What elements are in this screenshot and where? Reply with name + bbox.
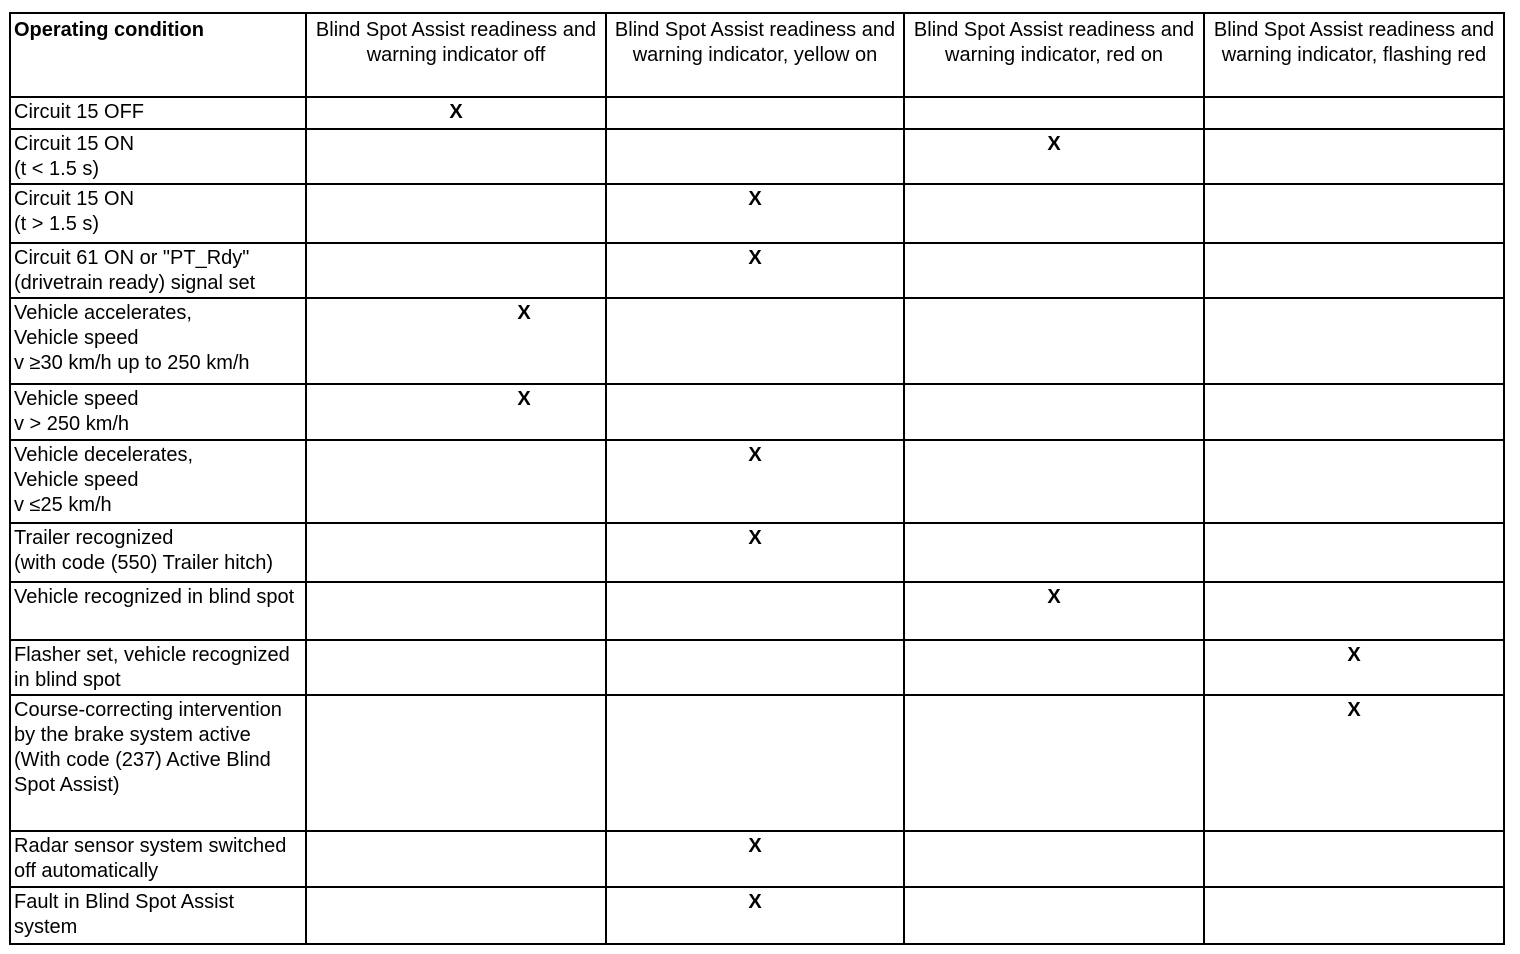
mark-cell-off xyxy=(306,695,606,831)
table-row xyxy=(10,384,1504,440)
table-row xyxy=(10,97,1504,129)
header-indicator-red-on: Blind Spot Assist readiness and warning indicator, red on xyxy=(904,13,1204,97)
operating-condition-table xyxy=(9,12,1505,945)
mark-cell-red xyxy=(904,640,1204,695)
mark-cell-flashing xyxy=(1204,640,1504,695)
table-row xyxy=(10,440,1504,523)
mark-cell-red xyxy=(904,523,1204,582)
check-mark: X xyxy=(517,388,531,410)
check-mark: X xyxy=(517,302,531,324)
mark-cell-red xyxy=(904,184,1204,243)
mark-cell-red xyxy=(904,384,1204,440)
condition-cell: Circuit 61 ON or "PT_Rdy" (drivetrain ready) signal set xyxy=(10,243,306,298)
table-row xyxy=(10,129,1504,184)
mark-cell-off xyxy=(306,523,606,582)
condition-cell: Circuit 15 OFF xyxy=(10,97,306,129)
mark-cell-yellow xyxy=(606,695,904,831)
condition-cell: Radar sensor system switched off automatically xyxy=(10,831,306,887)
mark-cell-off xyxy=(306,97,606,129)
mark-cell-off xyxy=(306,440,606,523)
condition-cell: Flasher set, vehicle recognized in blind spot xyxy=(10,640,306,695)
mark-cell-flashing xyxy=(1204,440,1504,523)
mark-cell-flashing xyxy=(1204,887,1504,944)
condition-cell: Vehicle speed v > 250 km/h xyxy=(10,384,306,440)
mark-cell-yellow xyxy=(606,582,904,640)
mark-cell-off xyxy=(306,298,606,384)
header-indicator-flashing-red: Blind Spot Assist readiness and warning indicator, flashing red xyxy=(1204,13,1504,97)
mark-cell-yellow xyxy=(606,298,904,384)
mark-cell-flashing xyxy=(1204,384,1504,440)
condition-cell: Circuit 15 ON (t > 1.5 s) xyxy=(10,184,306,243)
mark-cell-yellow xyxy=(606,243,904,298)
mark-cell-off xyxy=(306,243,606,298)
condition-cell: Circuit 15 ON (t < 1.5 s) xyxy=(10,129,306,184)
mark-cell-red xyxy=(904,831,1204,887)
check-mark: X xyxy=(748,247,762,269)
table-row xyxy=(10,523,1504,582)
table-row xyxy=(10,695,1504,831)
table-row xyxy=(10,184,1504,243)
mark-cell-flashing xyxy=(1204,97,1504,129)
condition-cell: Vehicle accelerates, Vehicle speed v ≥30 km/h up to 250 km/h xyxy=(10,298,306,384)
mark-cell-yellow xyxy=(606,129,904,184)
mark-cell-off xyxy=(306,184,606,243)
mark-cell-red xyxy=(904,440,1204,523)
mark-cell-off xyxy=(306,887,606,944)
check-mark: X xyxy=(1047,133,1061,155)
mark-cell-flashing xyxy=(1204,298,1504,384)
mark-cell-off xyxy=(306,384,606,440)
table-row xyxy=(10,582,1504,640)
condition-cell: Fault in Blind Spot Assist system xyxy=(10,887,306,944)
check-mark: X xyxy=(748,835,762,857)
header-operating-condition: Operating condition xyxy=(10,13,306,97)
table-row xyxy=(10,887,1504,944)
condition-cell: Course-correcting intervention by the brake system active (With code (237) Active Blind Spot Assist) xyxy=(10,695,306,831)
mark-cell-yellow xyxy=(606,887,904,944)
header-row xyxy=(10,13,1504,97)
mark-cell-yellow xyxy=(606,640,904,695)
condition-cell: Vehicle recognized in blind spot xyxy=(10,582,306,640)
mark-cell-yellow xyxy=(606,523,904,582)
mark-cell-yellow xyxy=(606,97,904,129)
mark-cell-red xyxy=(904,243,1204,298)
mark-cell-red xyxy=(904,97,1204,129)
header-indicator-yellow-on: Blind Spot Assist readiness and warning indicator, yellow on xyxy=(606,13,904,97)
mark-cell-yellow xyxy=(606,184,904,243)
mark-cell-flashing xyxy=(1204,184,1504,243)
mark-cell-yellow xyxy=(606,440,904,523)
mark-cell-off xyxy=(306,582,606,640)
table-row xyxy=(10,298,1504,384)
mark-cell-flashing xyxy=(1204,243,1504,298)
mark-cell-red xyxy=(904,298,1204,384)
check-mark: X xyxy=(748,527,762,549)
check-mark: X xyxy=(1047,586,1061,608)
mark-cell-yellow xyxy=(606,384,904,440)
check-mark: X xyxy=(748,444,762,466)
mark-cell-flashing xyxy=(1204,523,1504,582)
condition-cell: Vehicle decelerates, Vehicle speed v ≤25 km/h xyxy=(10,440,306,523)
condition-cell: Trailer recognized (with code (550) Trailer hitch) xyxy=(10,523,306,582)
mark-cell-red xyxy=(904,695,1204,831)
check-mark: X xyxy=(1347,644,1361,666)
mark-cell-red xyxy=(904,129,1204,184)
mark-cell-flashing xyxy=(1204,129,1504,184)
mark-cell-off xyxy=(306,129,606,184)
table-row xyxy=(10,831,1504,887)
check-mark: X xyxy=(449,101,463,123)
check-mark: X xyxy=(748,891,762,913)
check-mark: X xyxy=(1347,699,1361,721)
check-mark: X xyxy=(748,188,762,210)
mark-cell-red xyxy=(904,887,1204,944)
mark-cell-off xyxy=(306,831,606,887)
mark-cell-yellow xyxy=(606,831,904,887)
mark-cell-off xyxy=(306,640,606,695)
table-row xyxy=(10,243,1504,298)
mark-cell-flashing xyxy=(1204,582,1504,640)
header-indicator-off: Blind Spot Assist readiness and warning indicator off xyxy=(306,13,606,97)
mark-cell-flashing xyxy=(1204,831,1504,887)
mark-cell-red xyxy=(904,582,1204,640)
mark-cell-flashing xyxy=(1204,695,1504,831)
table-row xyxy=(10,640,1504,695)
